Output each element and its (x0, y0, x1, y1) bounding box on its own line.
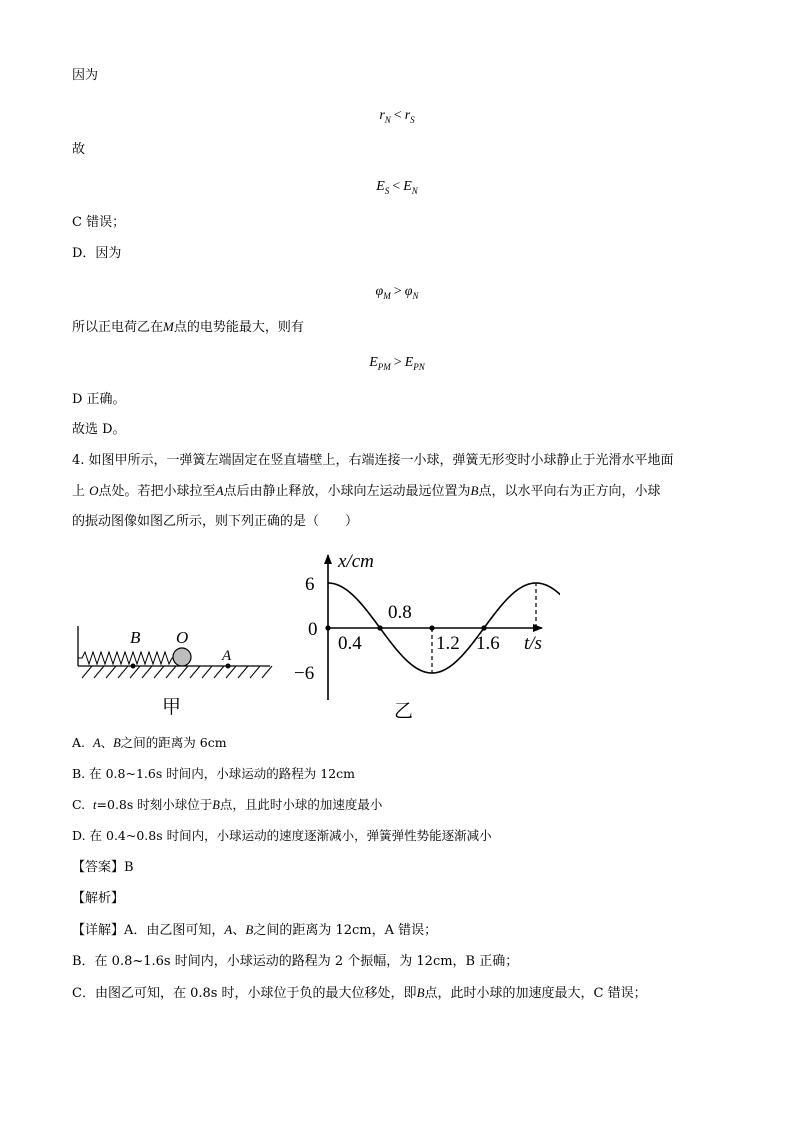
y-tick-0: 0 (308, 619, 318, 640)
question-4-line: 上 O点处。若把小球拉至A点后由静止释放，小球向左运动最远位置为B点，以水平向右为正方向，小球 (72, 483, 661, 499)
x-tick-1.2: 1.2 (436, 633, 460, 654)
formula-phim-gt-phin: $\varphi_M > \varphi_N$ (375, 284, 419, 301)
spring (78, 652, 174, 664)
text-line: 故选 D。 (72, 422, 126, 437)
formula-es-lt-en: $E_S < E_N$ (376, 179, 418, 196)
axis-point (377, 625, 382, 630)
x-tick-0.4: 0.4 (338, 633, 362, 654)
y-tick-6: 6 (305, 574, 315, 595)
ball (173, 648, 191, 666)
option-c: C. t=0.8s 时刻小球位于B点，且此时小球的加速度最小 (72, 797, 383, 812)
figure-yi-chart (290, 545, 560, 725)
option-d: D. 在 0.4~0.8s 时间内，小球运动的速度逐渐减小，弹簧弹性势能逐渐减小 (72, 828, 492, 843)
answer-line: 【答案】B (72, 860, 134, 875)
analysis-heading: 【解析】 (72, 891, 125, 906)
text-line: 故 (72, 142, 86, 157)
text-line: 因为 (72, 68, 99, 83)
question-4-line: 的振动图像如图乙所示，则下列正确的是（ ） (72, 514, 359, 529)
option-b: B. 在 0.8~1.6s 时间内，小球运动的路程为 12cm (72, 766, 355, 781)
explanation-line: 【详解】A．由乙图可知，A、B之间的距离为 12cm，A 错误； (72, 922, 438, 938)
axis-point (533, 625, 538, 630)
question-4-line: 4. 如图甲所示，一弹簧左端固定在竖直墙壁上，右端连接一小球，弹簧无形变时小球静止于光滑水平地面 (72, 453, 674, 468)
y-tick-neg6: −6 (294, 663, 315, 684)
caption-jia: 甲 (162, 697, 182, 718)
figure-jia (70, 618, 280, 720)
x-tick-0.8: 0.8 (388, 602, 412, 623)
label-b: B (130, 628, 141, 647)
text-line: D．因为 (72, 246, 122, 261)
point-b-marker (131, 664, 136, 669)
explanation-line: B．在 0.8~1.6s 时间内，小球运动的路程为 2 个振幅，为 12cm，B 正确； (72, 954, 519, 969)
label-a: A (222, 648, 232, 664)
option-a: A. A、B之间的距离为 6cm (72, 735, 227, 750)
y-axis-label: x/cm (338, 551, 374, 572)
text-line: C 错误； (72, 215, 126, 230)
text-line: 所以正电荷乙在M点的电势能最大，则有 (72, 319, 304, 335)
axis-point (429, 625, 434, 630)
label-o: O (176, 628, 189, 647)
text-line: D 正确。 (72, 392, 126, 407)
caption-yi: 乙 (394, 701, 414, 722)
x-axis-label: t/s (524, 633, 542, 654)
x-tick-1.6: 1.6 (476, 633, 500, 654)
axis-point (325, 625, 330, 630)
point-a-marker (226, 664, 231, 669)
explanation-line: C．由图乙可知，在 0.8s 时，小球位于负的最大位移处，即B点，此时小球的加速度最大，C 错误； (72, 985, 647, 1001)
axis-point (481, 625, 486, 630)
formula-epm-gt-epn: $E_{PM} > E_{PN}$ (369, 355, 425, 372)
formula-rn-lt-rs: $r_N < r_S$ (379, 108, 415, 125)
ground-hatch (82, 666, 272, 678)
